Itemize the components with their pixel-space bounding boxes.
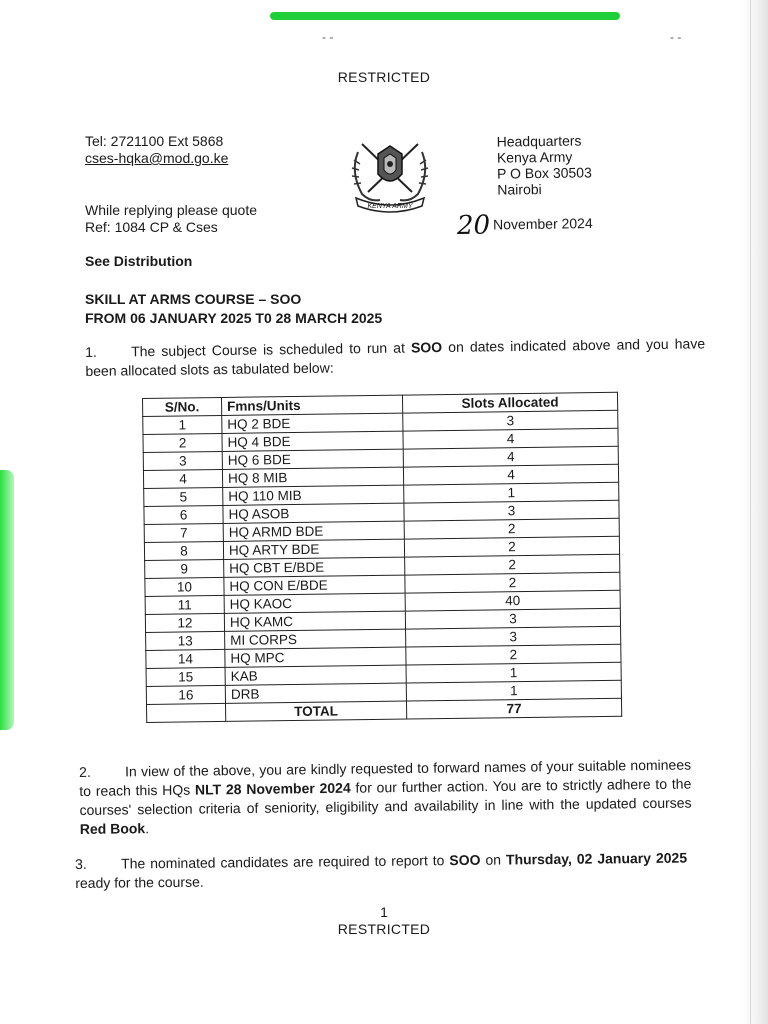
paragraph-text: ready for the course. <box>75 873 204 891</box>
paragraph-emphasis: Thursday, 02 January 2025 <box>505 849 688 868</box>
slots-cell: 2 <box>406 644 621 665</box>
green-scan-mark-top <box>270 12 620 20</box>
serial-number-cell: 10 <box>145 577 224 596</box>
slots-cell: 3 <box>403 410 618 431</box>
unit-cell: HQ 4 BDE <box>222 431 403 451</box>
unit-cell: HQ 110 MIB <box>223 485 404 505</box>
kenya-army-crest-icon <box>340 132 440 214</box>
paragraph-text: In view of the above, you are kindly requested to forward names of your suitable nominees to reach this HQs <box>79 756 692 799</box>
paragraph-text: on <box>480 851 507 868</box>
unit-cell: HQ ARMD BDE <box>223 521 404 541</box>
slots-cell: 40 <box>405 590 620 611</box>
unit-cell: HQ KAMC <box>224 611 405 631</box>
contact-block <box>85 133 228 167</box>
slots-cell: 3 <box>406 626 621 647</box>
column-header: Fmns/Units <box>221 395 402 415</box>
paragraph-number: 2. <box>79 763 91 780</box>
serial-number-cell: 8 <box>144 541 223 560</box>
table-cell <box>147 703 226 722</box>
serial-number-cell: 14 <box>146 649 225 668</box>
slots-cell: 4 <box>403 464 618 485</box>
green-scan-mark-left <box>0 470 14 730</box>
unit-cell: HQ 8 MIB <box>222 467 403 487</box>
slots-cell: 1 <box>406 662 621 683</box>
serial-number-cell: 1 <box>143 415 222 434</box>
unit-cell: HQ CBT E/BDE <box>224 557 405 577</box>
slots-cell: 4 <box>403 428 618 449</box>
table-body <box>143 410 622 704</box>
slots-cell: 1 <box>404 482 619 503</box>
unit-cell: HQ 2 BDE <box>222 413 403 433</box>
serial-number-cell: 13 <box>146 631 225 650</box>
paragraph-emphasis: Red Book <box>79 820 146 837</box>
address-line: Nairobi <box>497 181 542 198</box>
slots-table <box>142 392 622 723</box>
paragraph-text: . <box>145 820 150 837</box>
slots-cell: 3 <box>404 500 619 521</box>
unit-cell: HQ KAOC <box>224 593 405 613</box>
column-header: S/No. <box>143 397 222 416</box>
paragraph-text: The subject Course is scheduled to run at <box>131 339 412 360</box>
unit-cell: HQ CON E/BDE <box>224 575 405 595</box>
serial-number-cell: 15 <box>146 667 225 686</box>
reference-number: Ref: 1084 CP & Cses <box>85 219 218 235</box>
paragraph-number: 1. <box>85 343 97 360</box>
unit-cell: MI CORPS <box>225 629 406 649</box>
serial-number-cell: 9 <box>145 559 224 578</box>
classification-footer: RESTRICTED <box>337 921 431 937</box>
slots-cell: 2 <box>405 554 620 575</box>
total-label: TOTAL <box>226 701 407 721</box>
subject-dates: FROM 06 JANUARY 2025 T0 28 MARCH 2025 <box>85 310 383 326</box>
serial-number-cell: 4 <box>143 469 222 488</box>
slots-cell: 1 <box>406 680 621 701</box>
slots-cell: 2 <box>405 572 620 593</box>
serial-number-cell: 3 <box>143 451 222 470</box>
crest-motto: KENYA ARMY <box>367 203 413 210</box>
scan-speck: - - <box>670 30 682 44</box>
date-month-year: November 2024 <box>492 215 593 233</box>
subject-title: SKILL AT ARMS COURSE – SOO <box>85 291 302 307</box>
reference-note: While replying please quote <box>85 202 257 218</box>
distribution-line: See Distribution <box>85 253 193 269</box>
paragraph-emphasis: NLT 28 November 2024 <box>194 779 351 798</box>
unit-cell: HQ 6 BDE <box>222 449 403 469</box>
serial-number-cell: 2 <box>143 433 222 452</box>
classification-header: RESTRICTED <box>337 69 431 85</box>
slots-cell: 3 <box>405 608 620 629</box>
slots-cell: 4 <box>403 446 618 467</box>
slots-cell: 2 <box>404 536 619 557</box>
serial-number-cell: 6 <box>144 505 223 524</box>
serial-number-cell: 16 <box>146 685 225 704</box>
telephone: Tel: 2721100 Ext 5868 <box>85 133 224 149</box>
unit-cell: DRB <box>225 683 406 703</box>
email-link[interactable]: cses-hqka@mod.go.ke <box>85 150 229 166</box>
address-line: P O Box 30503 <box>497 164 592 182</box>
serial-number-cell: 5 <box>144 487 223 506</box>
page-number: 1 <box>380 904 388 920</box>
unit-cell: HQ ARTY BDE <box>223 539 404 559</box>
reference-block <box>85 202 257 236</box>
subject-heading <box>85 290 382 328</box>
paragraph-2 <box>79 756 692 839</box>
total-value: 77 <box>406 698 621 719</box>
paragraph-emphasis: SOO <box>410 339 443 356</box>
scan-speck: - - <box>322 30 334 44</box>
letter-date <box>457 209 593 241</box>
slots-cell: 2 <box>404 518 619 539</box>
paper-edge-right <box>742 0 768 1024</box>
paragraph-text: The nominated candidates are required to report to <box>121 852 450 872</box>
handwritten-day: 20 <box>456 210 491 241</box>
serial-number-cell: 11 <box>145 595 224 614</box>
unit-cell: KAB <box>225 665 406 685</box>
serial-number-cell: 12 <box>145 613 224 632</box>
paragraph-3 <box>75 849 687 893</box>
paragraph-text: on dates indicated above and you have been allocated slots as tabulated below: <box>85 335 706 379</box>
paragraph-1 <box>85 334 705 381</box>
unit-cell: HQ ASOB <box>223 503 404 523</box>
column-header: Slots Allocated <box>402 392 617 413</box>
address-line: Headquarters <box>496 132 582 150</box>
paragraph-number: 3. <box>75 855 87 872</box>
paragraph-emphasis: SOO <box>449 851 481 869</box>
paragraph-text: for our further action. You are to strictly adhere to the courses' selection criteria of seniority, eligibility and availability in line with the updated courses <box>79 775 692 818</box>
address-block <box>497 132 593 197</box>
serial-number-cell: 7 <box>144 523 223 542</box>
address-line: Kenya Army <box>496 148 573 166</box>
unit-cell: HQ MPC <box>225 647 406 667</box>
